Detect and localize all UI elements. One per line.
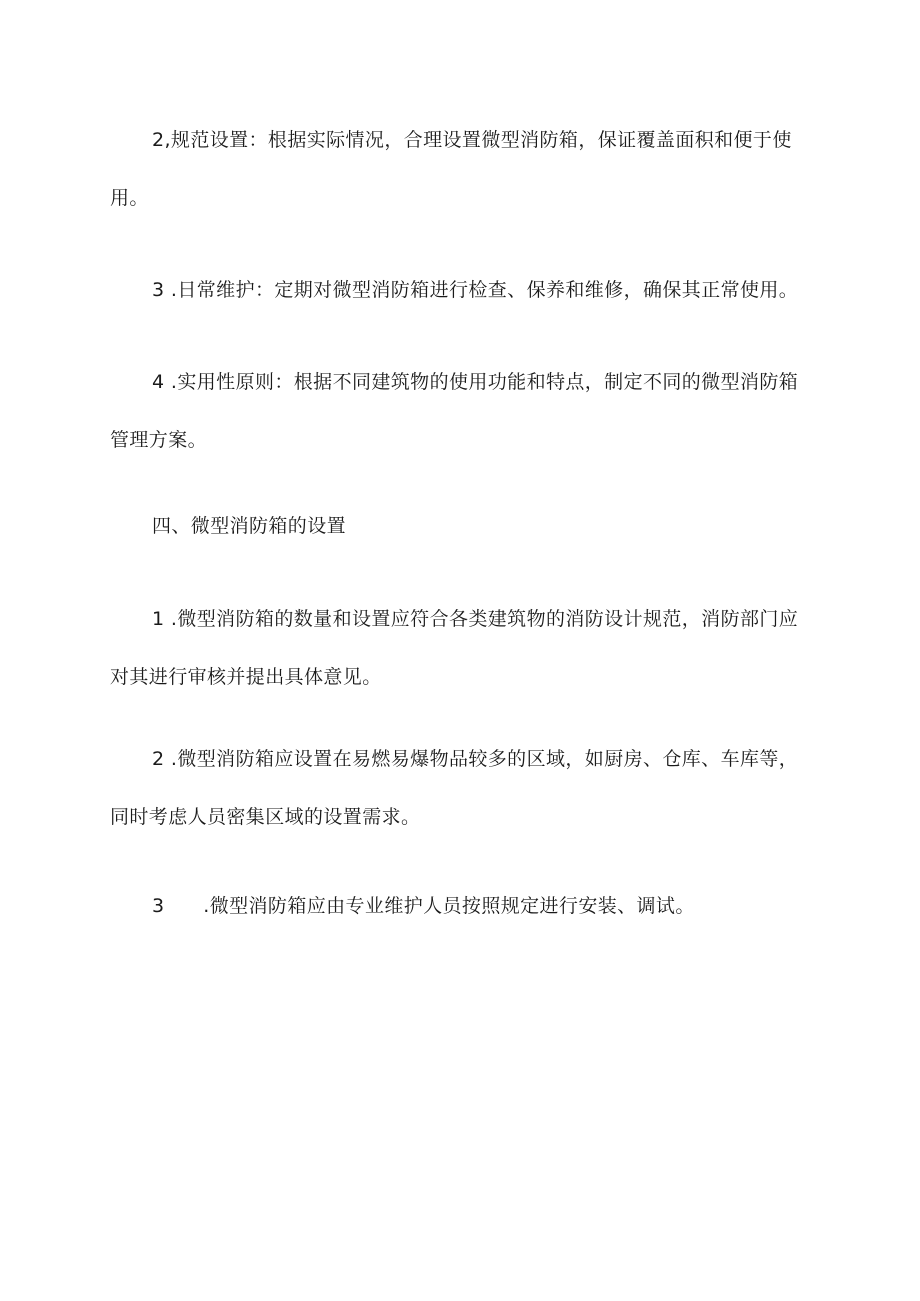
paragraph-placement-areas: 2 .微型消防箱应设置在易燃易爆物品较多的区域，如厨房、仓库、车库等，同时考虑人员密集区域的设置需求。 [110,748,799,828]
paragraph-quantity-setup: 1 .微型消防箱的数量和设置应符合各类建筑物的消防设计规范，消防部门应对其进行审核并提出具体意见。 [110,608,799,688]
paragraph-standard-setup: 2,规范设置：根据实际情况，合理设置微型消防箱，保证覆盖面积和便于使用。 [110,129,792,209]
paragraph-daily-maintenance: 3 .日常维护：定期对微型消防箱进行检查、保养和维修，确保其正常使用。 [152,279,799,301]
section-heading-setup: 四、微型消防箱的设置 [152,515,347,537]
paragraph-installation: 3 .微型消防箱应由专业维护人员按照规定进行安装、调试。 [152,895,695,917]
paragraph-practicality-principle: 4 .实用性原则：根据不同建筑物的使用功能和特点，制定不同的微型消防箱管理方案。 [110,371,799,451]
